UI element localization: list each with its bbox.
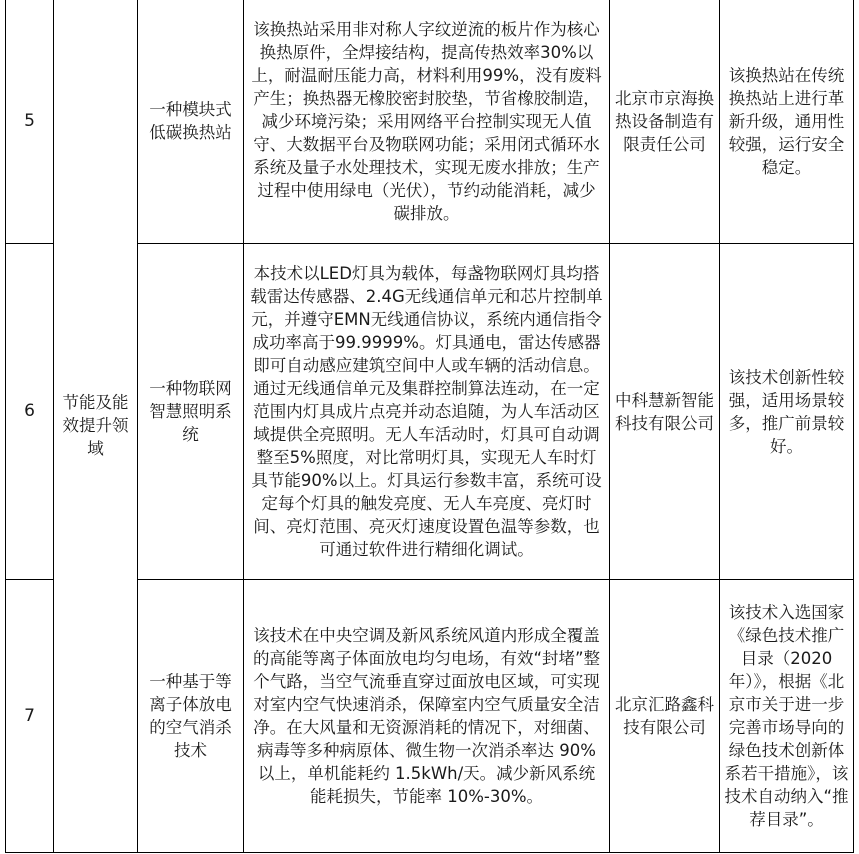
company-name: 北京汇路鑫科技有限公司	[610, 580, 720, 853]
company-name: 中科慧新智能科技有限公司	[610, 244, 720, 580]
row-number: 7	[6, 580, 54, 853]
row-number: 5	[6, 0, 54, 244]
tech-name: 一种基于等离子体放电的空气消杀技术	[138, 580, 244, 853]
tech-name: 一种物联网智慧照明系统	[138, 244, 244, 580]
tech-description: 该换热站采用非对称人字纹逆流的板片作为核心换热原件，全焊接结构，提高传热效率30%以上，耐温耐压能力高，材料利用99%，没有废料产生；换热器无橡胶密封胶垫，节省橡胶制造，减少环境污染；采用网络平台控制实现无人值守、大数据平台及物联网功能；采用闭式循环水系统及量子水处理技术，实现无废水排放；生产过程中使用绿电（光伏），节约动能消耗，减少碳排放。	[244, 0, 610, 244]
tech-description: 该技术在中央空调及新风系统风道内形成全覆盖的高能等离子体面放电均匀电场，有效“封堵”整个气路，当空气流垂直穿过面放电区域，可实现对室内空气快速消杀，保障室内空气质量安全洁净。在大风量和无资源消耗的情况下，对细菌、病毒等多种病原体、微生物一次消杀率达 90%以上，单机能耗约 1.5kWh/天。减少新风系统能耗损失，节能率 10%-30%。	[244, 580, 610, 853]
row-number: 6	[6, 244, 54, 580]
tech-table	[5, 0, 854, 853]
tech-name: 一种模块式低碳换热站	[138, 0, 244, 244]
tech-description: 本技术以LED灯具为载体，每盏物联网灯具均搭载雷达传感器、2.4G无线通信单元和芯片控制单元，并遵守EMN无线通信协议，系统内通信指令成功率高于99.9999%。灯具通电，雷达传感器即可自动感应建筑空间中人或车辆的活动信息。通过无线通信单元及集群控制算法连动，在一定范围内灯具成片点亮并动态追随，为人车活动区域提供全亮照明。无人车活动时，灯具可自动调整至5%照度，对比常明灯具，实现无人车时灯具节能90%以上。灯具运行参数丰富，系统可设定每个灯具的触发亮度、无人车亮度、亮灯时间、亮灯范围、亮灭灯速度设置色温等参数，也可通过软件进行精细化调试。	[244, 244, 610, 580]
table-row	[6, 0, 854, 244]
domain-cell: 节能及能效提升领域	[54, 0, 138, 853]
evaluation: 该技术入选国家《绿色技术推广目录（2020年）》，根据《北京市关于进一步完善市场导向的绿色技术创新体系若干措施》，该技术自动纳入“推荐目录”。	[720, 580, 854, 853]
company-name: 北京市京海换热设备制造有限责任公司	[610, 0, 720, 244]
evaluation: 该技术创新性较强，适用场景较多，推广前景较好。	[720, 244, 854, 580]
evaluation: 该换热站在传统换热站上进行革新升级，通用性较强，运行安全稳定。	[720, 0, 854, 244]
